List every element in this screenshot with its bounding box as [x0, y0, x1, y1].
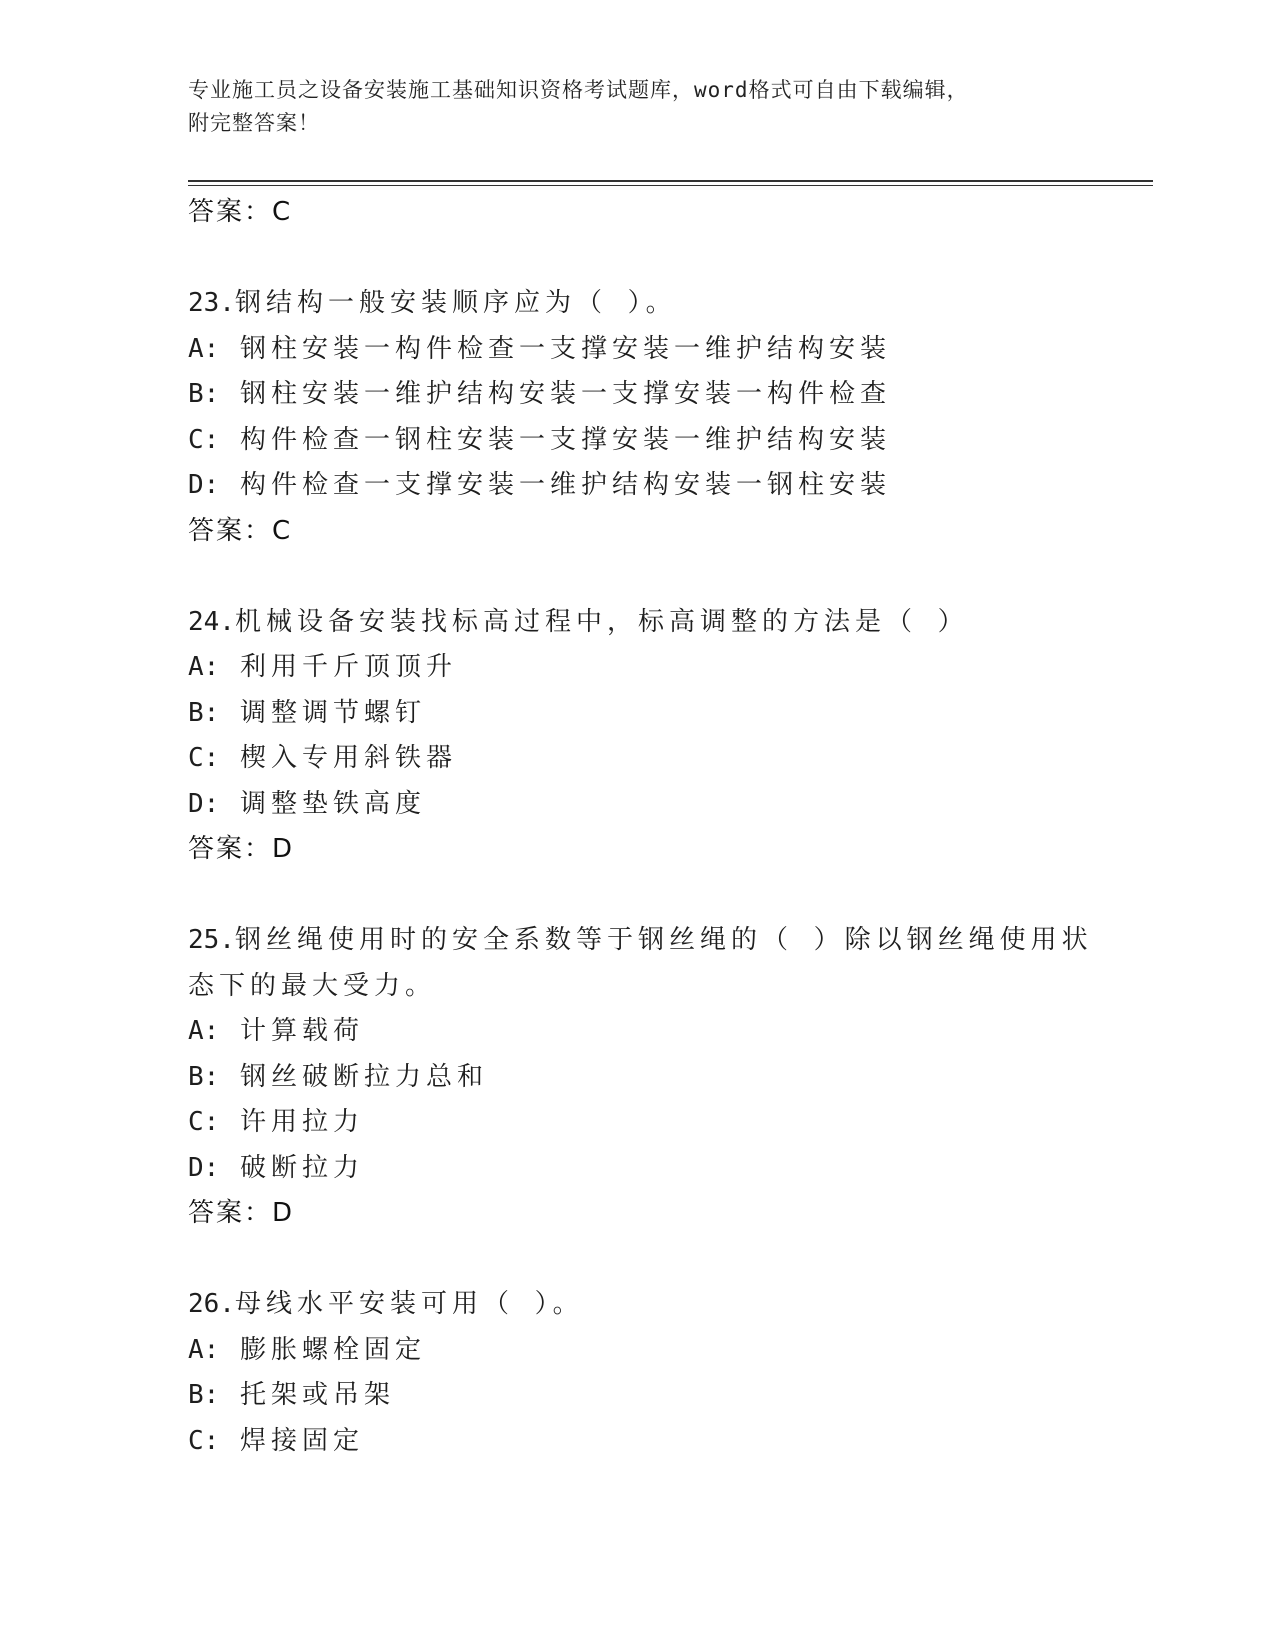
option-key: C:	[188, 1425, 220, 1456]
option-c	[188, 1419, 1108, 1465]
option-text: 调整调节螺钉	[239, 697, 426, 728]
option-c	[188, 1100, 1108, 1146]
option-d	[188, 463, 1108, 509]
option-text: 托架或吊架	[239, 1380, 395, 1410]
option-key: B:	[188, 379, 220, 409]
question-24	[188, 600, 1108, 873]
question-number: 25.	[188, 925, 235, 955]
option-key: D:	[188, 788, 220, 819]
answer-label: 答案：	[188, 1198, 273, 1228]
question-text: 钢结构一般安装顺序应为（ ）。	[234, 288, 677, 318]
option-key: B:	[188, 1380, 220, 1410]
option-text: 钢柱安装一维护结构安装一支撑安装一构件检查	[239, 379, 891, 409]
option-key: B:	[188, 697, 220, 728]
question-stem	[188, 1282, 1108, 1328]
option-b	[188, 1373, 1108, 1419]
question-stem	[188, 918, 1108, 1009]
option-text: 利用千斤顶顶升	[239, 652, 457, 682]
question-number: 26.	[188, 1289, 235, 1319]
option-c	[188, 418, 1108, 464]
option-text: 破断拉力	[239, 1152, 364, 1183]
answer-value: C	[272, 197, 292, 227]
option-key: D:	[188, 470, 220, 500]
previous-answer	[188, 190, 1108, 235]
question-26	[188, 1282, 1108, 1464]
option-d	[188, 782, 1108, 828]
question-text: 母线水平安装可用（ ）。	[234, 1289, 584, 1319]
option-b	[188, 372, 1108, 418]
question-text: 钢丝绳使用时的安全系数等于钢丝绳的（ ）除以钢丝绳使用状态下的最大受力。	[188, 925, 1093, 1001]
question-number: 23.	[188, 288, 235, 318]
option-b	[188, 691, 1108, 737]
header-line-2: 附完整答案！	[188, 111, 320, 135]
answer-value: D	[272, 834, 294, 864]
option-text: 钢丝破断拉力总和	[239, 1061, 488, 1092]
option-text: 楔入专用斜铁器	[239, 743, 457, 773]
option-a	[188, 645, 1108, 691]
option-text: 构件检查一支撑安装一维护结构安装一钢柱安装	[239, 470, 891, 500]
option-text: 焊接固定	[239, 1425, 364, 1456]
option-b	[188, 1055, 1108, 1101]
option-text: 构件检查一钢柱安装一支撑安装一维护结构安装	[239, 424, 891, 455]
option-key: A:	[188, 1334, 220, 1365]
option-key: D:	[188, 1152, 220, 1183]
option-key: C:	[188, 424, 220, 455]
answer	[188, 827, 1108, 872]
document-header	[188, 74, 1068, 140]
question-25	[188, 918, 1108, 1236]
option-text: 许用拉力	[239, 1107, 364, 1137]
option-d	[188, 1146, 1108, 1192]
question-23	[188, 281, 1108, 554]
answer-label: 答案：	[188, 515, 273, 546]
answer-value: D	[272, 1198, 294, 1228]
option-a	[188, 1328, 1108, 1374]
option-key: B:	[188, 1061, 220, 1092]
option-a	[188, 327, 1108, 373]
option-key: A:	[188, 333, 220, 364]
option-key: C:	[188, 1107, 220, 1137]
answer	[188, 1191, 1108, 1236]
question-stem	[188, 600, 1108, 646]
answer-value: C	[272, 515, 292, 546]
answer-label: 答案：	[188, 834, 273, 864]
option-key: A:	[188, 1016, 220, 1046]
option-key: A:	[188, 652, 220, 682]
header-rule-thick	[188, 180, 1153, 182]
option-text: 钢柱安装一构件检查一支撑安装一维护结构安装	[239, 333, 891, 364]
option-text: 计算载荷	[239, 1016, 364, 1046]
question-text: 机械设备安装找标高过程中，标高调整的方法是（ ）	[234, 606, 969, 637]
question-number: 24.	[188, 606, 235, 637]
question-stem	[188, 281, 1108, 327]
option-text: 调整垫铁高度	[239, 788, 426, 819]
option-a	[188, 1009, 1108, 1055]
option-key: C:	[188, 743, 220, 773]
answer	[188, 509, 1108, 554]
header-line-1: 专业施工员之设备安装施工基础知识资格考试题库，word格式可自由下载编辑，	[188, 78, 969, 102]
option-text: 膨胀螺栓固定	[239, 1334, 426, 1365]
option-c	[188, 736, 1108, 782]
header-rule-thin	[188, 185, 1153, 186]
question-list	[188, 190, 1108, 1464]
answer-label: 答案：	[188, 197, 273, 227]
